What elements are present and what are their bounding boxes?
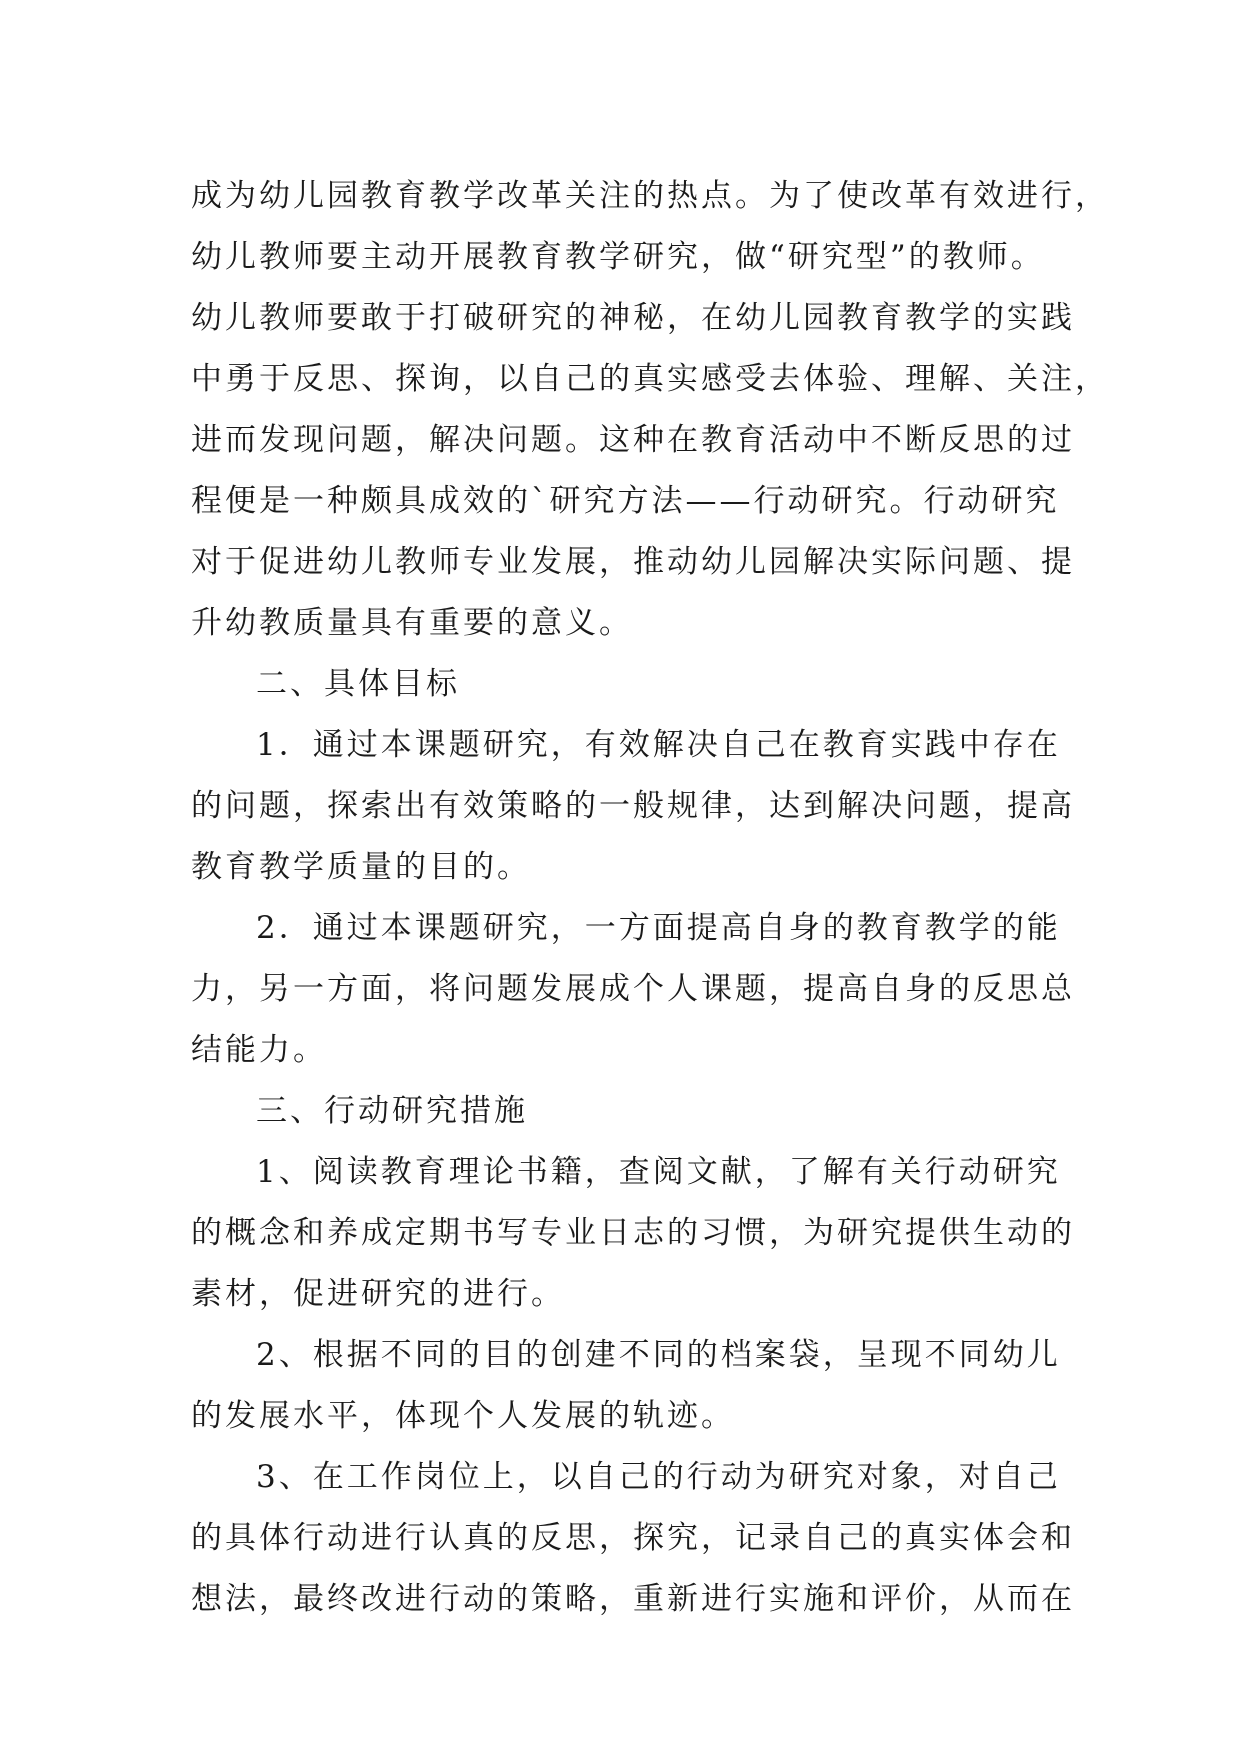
text-line: 1、阅读教育理论书籍，查阅文献，了解有关行动研究	[256, 1154, 1061, 1190]
text-line: 的概念和养成定期书写专业日志的习惯，为研究提供生动的	[191, 1215, 1075, 1251]
text-line: 的具体行动进行认真的反思，探究，记录自己的真实体会和	[191, 1520, 1075, 1556]
text-line: 中勇于反思、探询，以自己的真实感受去体验、理解、关注，	[191, 361, 1109, 397]
text-line: 3、在工作岗位上，以自己的行动为研究对象，对自己	[256, 1459, 1061, 1495]
text-line: 2．通过本课题研究，一方面提高自身的教育教学的能	[256, 910, 1061, 946]
text-line: 的发展水平，体现个人发展的轨迹。	[191, 1398, 735, 1434]
text-line: 成为幼儿园教育教学改革关注的热点。为了使改革有效进行，	[191, 178, 1109, 214]
text-line: 结能力。	[191, 1032, 327, 1068]
section-heading: 二、具体目标	[256, 666, 460, 702]
text-line: 1．通过本课题研究，有效解决自己在教育实践中存在	[256, 727, 1061, 763]
text-line: 进而发现问题，解决问题。这种在教育活动中不断反思的过	[191, 422, 1075, 458]
text-line: 想法，最终改进行动的策略，重新进行实施和评价，从而在	[191, 1581, 1075, 1617]
text-line: 力，另一方面，将问题发展成个人课题，提高自身的反思总	[191, 971, 1075, 1007]
text-line: 2、根据不同的目的创建不同的档案袋，呈现不同幼儿	[256, 1337, 1061, 1373]
text-line: 教育教学质量的目的。	[191, 849, 531, 885]
text-line: 幼儿教师要敢于打破研究的神秘，在幼儿园教育教学的实践	[191, 300, 1075, 336]
document-body	[191, 166, 1109, 1630]
section-heading: 三、行动研究措施	[256, 1093, 528, 1129]
text-line: 对于促进幼儿教师专业发展，推动幼儿园解决实际问题、提	[191, 544, 1075, 580]
text-line: 的问题，探索出有效策略的一般规律，达到解决问题，提高	[191, 788, 1075, 824]
text-line: 素材，促进研究的进行。	[191, 1276, 565, 1312]
text-line: 升幼教质量具有重要的意义。	[191, 605, 633, 641]
text-line: 幼儿教师要主动开展教育教学研究，做“研究型”的教师。	[191, 239, 1045, 275]
text-line: 程便是一种颇具成效的`研究方法——行动研究。行动研究	[191, 483, 1060, 519]
